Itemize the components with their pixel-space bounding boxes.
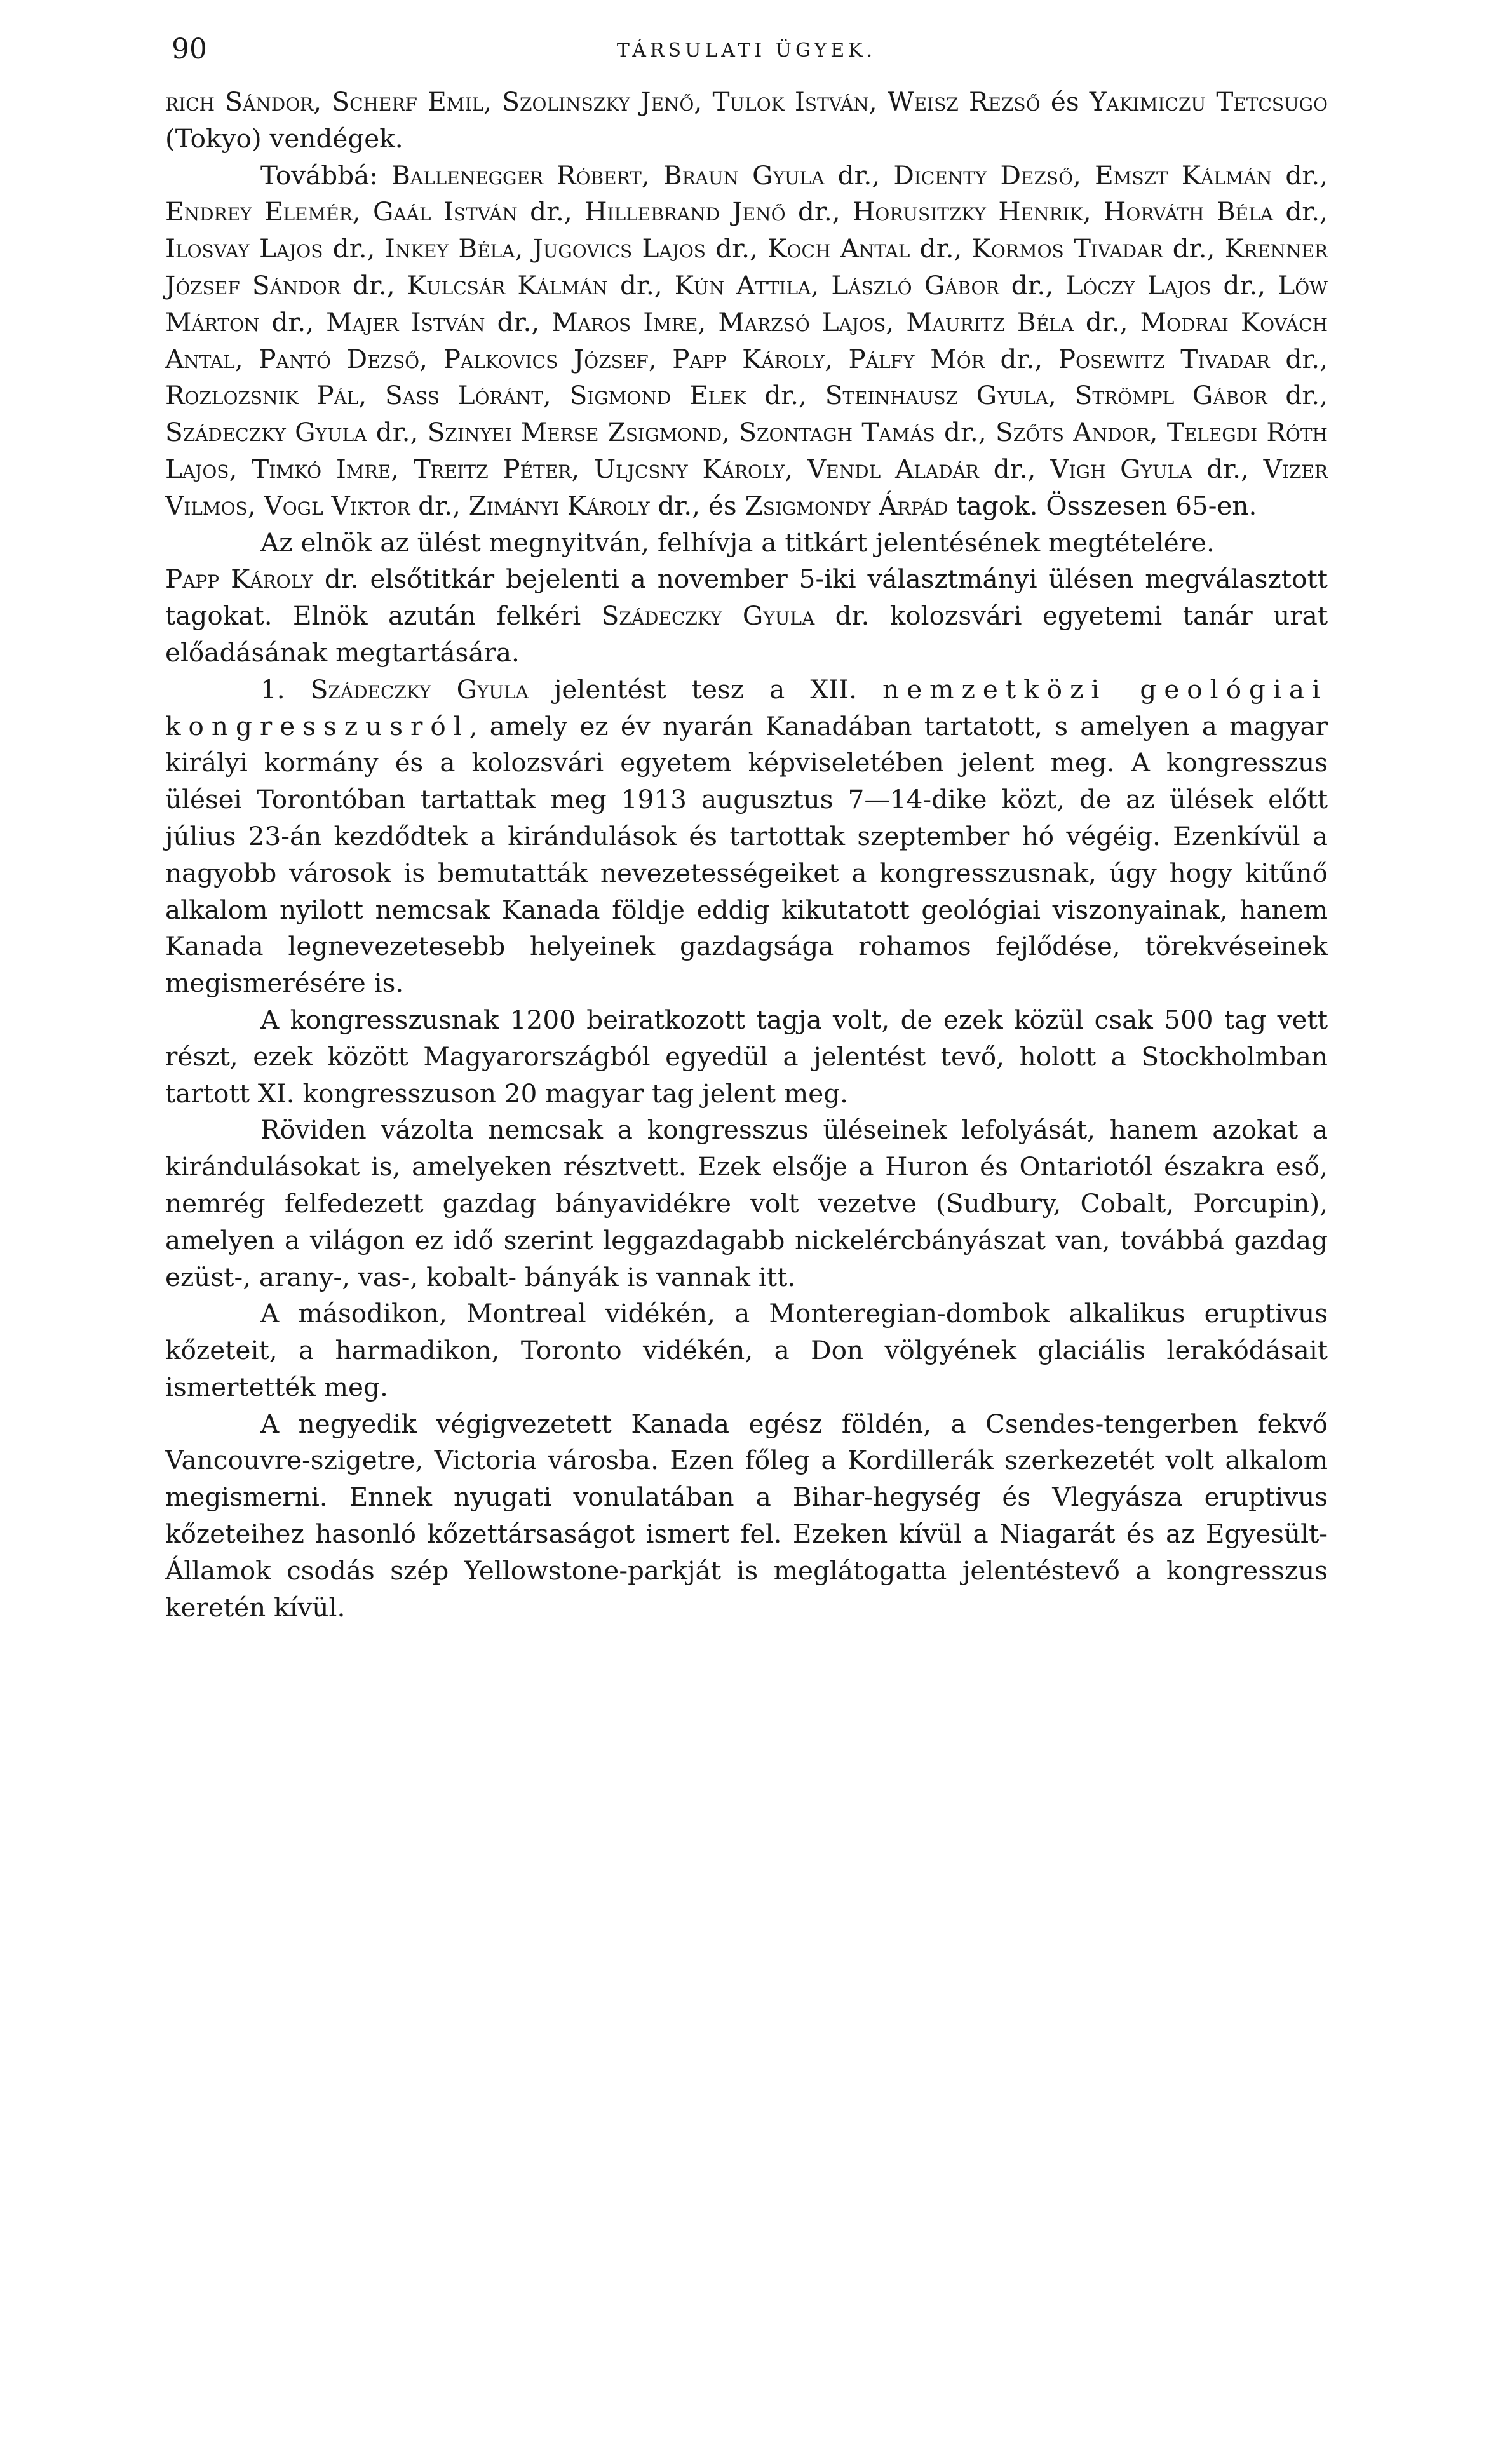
name-small-caps: Endrey Elemér, Gaál István: [165, 196, 518, 227]
paragraph: [165, 1112, 1328, 1295]
text-run: dr.,: [1211, 269, 1278, 301]
name-small-caps: Szinyei Merse Zsigmond, Szontagh Tamás: [427, 417, 935, 448]
text-run: A másodikon, Montreal vidékén, a Monteregian-dombok alkalikus eruptivus kőzeteit, a harmadikon, Toronto vidékén, a Don völgyének glaciális lerakódásait ismertették meg.: [165, 1298, 1328, 1402]
name-small-caps: Kormos Tivadar: [971, 233, 1163, 264]
name-small-caps: Horusitzky Henrik, Horváth Béla: [853, 196, 1273, 227]
name-small-caps: Dicenty Dezső, Emszt Kálmán: [893, 159, 1272, 191]
text-run: dr. elsőtitkár bejelenti a november 5-iki választmányi ülésen megválasztott tagokat. Elnök azután felkéri: [165, 564, 1328, 632]
paragraph: [165, 672, 1328, 1002]
text-run: dr.,: [824, 159, 894, 191]
text-run: dr.,: [1192, 453, 1264, 484]
name-small-caps: Maros Imre, Marzsó Lajos, Mauritz Béla: [551, 306, 1074, 337]
name-small-caps: Lőw Márton: [165, 269, 1328, 337]
name-small-caps: Vizer Vilmos, Vogl Viktor: [165, 453, 1328, 521]
paragraph: [165, 561, 1328, 671]
text-run: tagok. Összesen 65-en.: [948, 490, 1257, 521]
name-small-caps: Zsigmondy Árpád: [745, 490, 948, 521]
name-small-caps: Modrai Kovách Antal, Pantó Dezső, Palkovics József, Papp Károly, Pálfy Mór: [165, 306, 1328, 374]
text-run: A negyedik végigvezetett Kanada egész földén, a Csendes-tengerben fekvő Vancouvre-szigetre, Victoria városba. Ezen főleg a Kordillerák szerkezetét volt alkalom megismerni. Ennek nyugati vonulatában a Bihar-hegység és Vlegyásza eruptivus kőzeteihez hasonló kőzettársaságot ismert fel. Ezeken kívül a Niagarát és az Egyesült-Államok csodás szép Yellowstone-parkját is meglátogatta jelentéstevő a kongresszus keretén kívül.: [165, 1408, 1328, 1623]
name-small-caps: Koch Antal: [767, 233, 910, 264]
name-small-caps: Ilosvay Lajos: [165, 233, 323, 264]
paragraph: [165, 525, 1328, 562]
text-run: dr.,: [746, 380, 825, 411]
text-run: Röviden vázolta nemcsak a kongresszus üléseinek lefolyását, hanem azokat a kirándulásokat is, amelyeken résztvett. Ezek elsője a Huron és Ontariotól északra eső, nemrég felfedezett gazdag bányavidékre volt vezetve (Sudbury, Cobalt, Porcupin), amelyen a világon ez idő szerint leggazdagabb nickelércbányászat van, továbbá gazdag ezüst-, arany-, vas-, kobalt- bányák is vannak itt.: [165, 1114, 1328, 1292]
text-run: jelentést tesz a XII.: [528, 673, 883, 705]
name-small-caps: Szádeczky Gyula: [165, 417, 367, 448]
name-small-caps: Szőts Andor, Telegdi Róth Lajos, Timkó Imre, Treitz Péter, Uljcsny Károly, Vendl Aladár: [165, 417, 1328, 484]
text-run: dr.,: [517, 196, 585, 227]
text-run: dr.,: [259, 306, 327, 337]
page-number: 90: [172, 33, 207, 65]
text-run: dr.,: [978, 453, 1051, 484]
text-run: dr.,: [1073, 306, 1140, 337]
name-small-caps: Ballenegger Róbert, Braun Gyula: [391, 159, 825, 191]
name-small-caps: Vigh Gyula: [1050, 453, 1192, 484]
text-run: dr.,: [340, 269, 407, 301]
name-small-caps: Inkey Béla, Jugovics Lajos: [384, 233, 706, 264]
emphasized-spaced-text: nemzetközi geológiai kongresszusról: [165, 673, 1328, 741]
text-run: és: [1040, 86, 1090, 117]
text-run: dr.,: [1163, 233, 1225, 264]
name-small-caps: Rozlozsnik Pál, Sass Lóránt, Sigmond Elek: [165, 380, 746, 411]
text-run: dr.,: [705, 233, 768, 264]
text-run: dr.,: [410, 490, 469, 521]
text-run: dr.,: [910, 233, 972, 264]
paragraph: [165, 158, 1328, 525]
paragraph: [165, 84, 1328, 158]
text-run: dr.,: [984, 343, 1058, 374]
text-run: dr.,: [1267, 380, 1328, 411]
text-run: Továbbá:: [260, 159, 392, 191]
text-run: A kongresszusnak 1200 beiratkozott tagja volt, de ezek közül csak 500 tag vett részt, ezek között Magyarországból egyedül a jelentést tevő, holott a Stockholmban tartott XI. kongresszuson 20 magyar tag jelent meg.: [165, 1004, 1328, 1109]
name-small-caps: Yakimiczu Tetcsugo: [1089, 86, 1328, 117]
name-small-caps: Szádeczky Gyula: [310, 673, 529, 705]
text-run: dr.,: [1269, 343, 1328, 374]
name-small-caps: Papp Károly: [165, 564, 313, 595]
book-page: [165, 25, 1328, 1626]
name-small-caps: Zimányi Károly: [468, 490, 650, 521]
text-run: , amely ez év nyarán Kanadában tartatott, s amelyen a magyar királyi kormány és a kolozsvári egyetem képviseletében jelent meg. A kongresszus ülései Torontóban tartattak meg 1913 augusztus 7—14-dike közt, de az ülések előtt július 23-án kezdődtek a kirándulások és tartottak szeptember hó végéig. Ezenkívül a nagyobb városok is bemutatták nevezetességeiket a kongresszusnak, úgy hogy kitűnő alkalom nyilott nemcsak Kanada földje eddig kikutatott geológiai viszonyainak, hanem Kanada legnevezetesebb helyeinek gazdagsága rohamos fejlődése, törekvéseinek megismerésére is.: [165, 710, 1328, 999]
name-small-caps: Posewitz Tivadar: [1058, 343, 1270, 374]
running-head: [165, 25, 1328, 84]
name-small-caps: Hillebrand Jenő: [584, 196, 786, 227]
text-run: dr.,: [607, 269, 675, 301]
paragraph: [165, 1295, 1328, 1405]
text-run: dr., és: [649, 490, 745, 521]
text-run: dr.,: [1272, 159, 1328, 191]
name-small-caps: Majer István: [326, 306, 485, 337]
text-run: (Tokyo) vendégek.: [165, 123, 403, 154]
body-text: [165, 84, 1328, 1626]
name-small-caps: Lóczy Lajos: [1065, 269, 1212, 301]
text-run: Az elnök az ülést megnyitván, felhívja a titkárt jelentésének megtételére.: [260, 527, 1215, 558]
text-run: dr.,: [485, 306, 552, 337]
text-run: dr. kolozsvári egyetemi tanár urat előadásának megtartására.: [165, 600, 1328, 668]
name-small-caps: rich Sándor, Scherf Emil, Szolinszky Jenő, Tulok István, Weisz Rezső: [165, 86, 1041, 117]
text-run: dr.,: [367, 417, 428, 448]
text-run: dr.,: [1272, 196, 1328, 227]
name-small-caps: Steinhausz Gyula, Strömpl Gábor: [825, 380, 1267, 411]
name-small-caps: Krenner József Sándor: [165, 233, 1328, 301]
text-run: dr.,: [935, 417, 996, 448]
running-title: TÁRSULATI ÜGYEK.: [616, 39, 877, 62]
name-small-caps: Kulcsár Kálmán: [407, 269, 608, 301]
paragraph: [165, 1406, 1328, 1626]
text-run: dr.,: [999, 269, 1066, 301]
name-small-caps: Kún Attila, László Gábor: [674, 269, 999, 301]
name-small-caps: Szádeczky Gyula: [601, 600, 815, 632]
text-run: 1.: [260, 673, 311, 705]
text-run: dr.,: [323, 233, 385, 264]
text-run: dr.,: [785, 196, 853, 227]
paragraph: [165, 1002, 1328, 1112]
